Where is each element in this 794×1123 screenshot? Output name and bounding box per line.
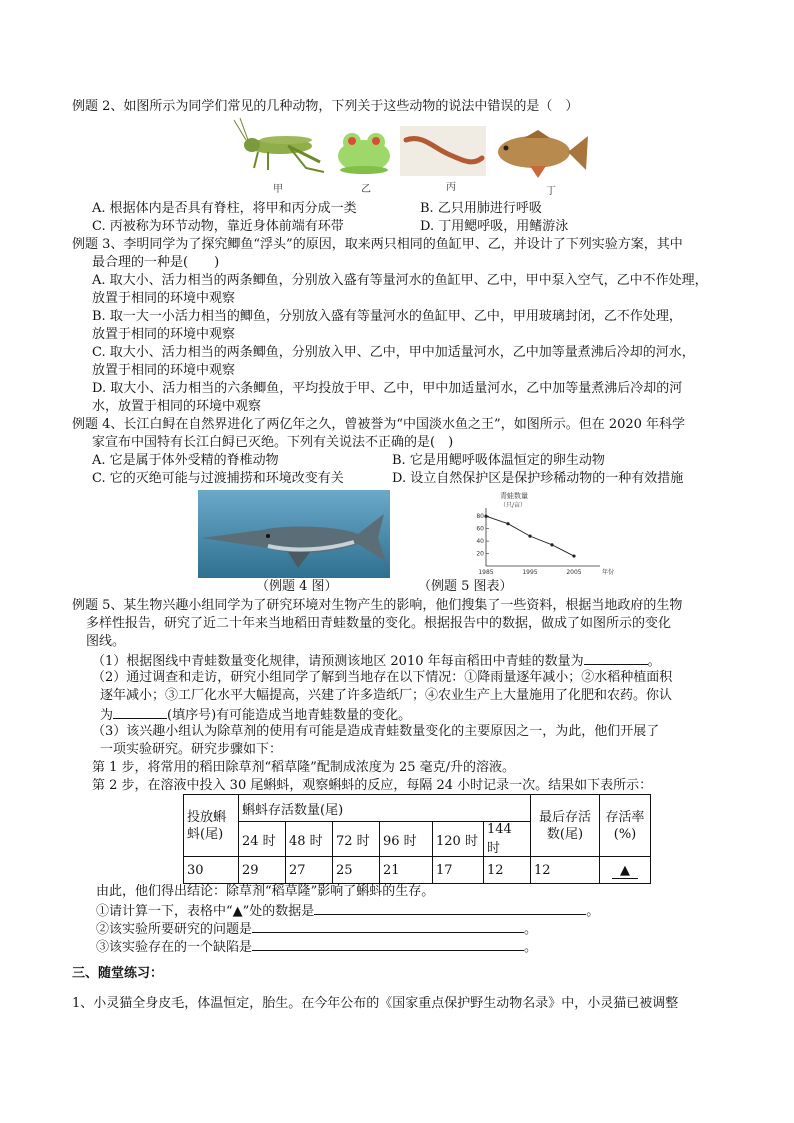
ex4-stem-1: 例题 4、长江白鲟在自然界进化了两亿年之久，曾被誉为“中国淡水鱼之王”，如图所示。但在 2020 年科学 bbox=[72, 417, 686, 432]
chart-ylabel: （只/亩） bbox=[500, 502, 527, 509]
ex4-option-a: A. 它是属于体外受精的脊椎动物 bbox=[92, 453, 279, 468]
col-survive-header: 蝌蚪存活数量(尾) bbox=[239, 795, 531, 822]
section-3-heading: 三、随堂练习： bbox=[72, 966, 164, 981]
ex5-q2-blank[interactable] bbox=[113, 705, 167, 719]
col-time-24: 24 时 bbox=[239, 822, 286, 857]
col-put-header-1: 投放蝌 bbox=[187, 809, 227, 825]
carp-image bbox=[490, 128, 590, 180]
ex5-q2-3 bbox=[100, 705, 411, 724]
ex5-sub-3-end: 。 bbox=[524, 940, 538, 955]
cell-last: 12 bbox=[531, 857, 600, 884]
tadpole-survival-table bbox=[183, 794, 651, 884]
ex5-q2-2: 逐年减小；③工厂化水平大幅提高，兴建了许多造纸厂；④农业生产上大量施用了化肥和农药。你认 bbox=[100, 688, 673, 703]
frog-count-chart bbox=[470, 488, 620, 580]
chart-y-tick-label: 40 bbox=[476, 538, 484, 546]
cell-144: 12 bbox=[484, 857, 531, 884]
cell-72: 25 bbox=[333, 857, 380, 884]
ex5-sub-3-text: ③该实验存在的一个缺陷是 bbox=[96, 940, 253, 955]
ex5-q1-end: 。 bbox=[647, 654, 661, 669]
label-yi: 乙 bbox=[361, 184, 371, 195]
ex2-stem: 例题 2、如图所示为同学们常见的几种动物，下列关于这些动物的说法中错误的是（ ） bbox=[72, 99, 579, 114]
ex3-option-c-2: 放置于相同的环境中观察 bbox=[92, 363, 236, 378]
table-header-row bbox=[184, 795, 651, 822]
ex4-figure-caption: （例题 4 图） bbox=[256, 579, 338, 594]
ex4-option-b: B. 它是用鳃呼吸体温恒定的卵生动物 bbox=[392, 453, 605, 468]
chart-title: 青蛙数量 bbox=[500, 492, 528, 500]
cell-put: 30 bbox=[184, 857, 239, 884]
ex5-q1-text: （1）根据图线中青蛙数量变化规律，请预测该地区 2010 年每亩稻田中青蛙的数量为 bbox=[92, 654, 584, 669]
chart-y-tick-label: 60 bbox=[476, 525, 484, 533]
ex5-q2-suffix: (填序号)有可能造成当地青蛙数量的变化。 bbox=[167, 708, 412, 723]
ex5-sub-2-blank[interactable] bbox=[252, 919, 524, 933]
ex5-sub-2-end: 。 bbox=[524, 922, 538, 937]
ex3-option-c-1: C. 取大小、活力相当的两条鲫鱼，分别放入甲、乙中，甲中加适量河水，乙中加等量煮沸后冷却的河水， bbox=[92, 345, 695, 360]
ex5-q1-blank[interactable] bbox=[584, 651, 648, 665]
ex5-conclusion: 由此，他们得出结论：除草剂“稻草隆”影响了蝌蚪的生存。 bbox=[96, 884, 435, 899]
ex5-sub-1-end: 。 bbox=[586, 904, 600, 919]
chart-point bbox=[572, 554, 575, 557]
ex4-stem-2: 家宣布中国特有长江白鲟已灭绝。下列有关说法不正确的是( ) bbox=[92, 435, 454, 450]
label-jia: 甲 bbox=[273, 184, 283, 195]
table-row bbox=[184, 857, 651, 884]
ex5-step-1: 第 1 步，将常用的稻田除草剂“稻草隆”配制成浓度为 25 毫克/升的溶液。 bbox=[92, 760, 516, 775]
chart-point bbox=[550, 543, 553, 546]
ex5-sub-2 bbox=[96, 919, 537, 938]
col-put-header bbox=[184, 795, 239, 857]
col-rate-header bbox=[600, 795, 651, 857]
practice-1: 1、小灵猫全身皮毛，体温恒定，胎生。在今年公布的《国家重点保护野生动物名录》中，小灵猫已被调整 bbox=[72, 996, 679, 1011]
ex4-option-d: D. 设立自然保护区是保护珍稀动物的一种有效措施 bbox=[392, 471, 684, 486]
ex5-sub-1-text: ①请计算一下，表格中“▲”处的数据是 bbox=[96, 904, 315, 919]
chart-point bbox=[506, 522, 509, 525]
ex5-q2-1: （2）通过调查和走访，研究小组同学了解到当地存在以下情况：①降雨量逐年减小；②水稻种植面积 bbox=[92, 670, 673, 685]
col-time-72: 72 时 bbox=[333, 822, 380, 857]
ex5-step-2: 第 2 步，在溶液中投入 30 尾蝌蚪，观察蝌蚪的反应，每隔 24 小时记录一次。结果如下表所示： bbox=[92, 778, 653, 793]
cell-48: 27 bbox=[286, 857, 333, 884]
chart-plot-area bbox=[476, 508, 614, 576]
chart-x-tick-label: 1995 bbox=[522, 569, 538, 576]
label-bing: 丙 bbox=[446, 182, 456, 193]
col-last-header-2: 数(尾) bbox=[546, 826, 584, 842]
cell-rate-blank[interactable] bbox=[600, 857, 651, 884]
cell-24: 29 bbox=[239, 857, 286, 884]
chart-x-label: 年份 bbox=[602, 569, 615, 576]
ex3-option-d-1: D. 取大小、活力相当的六条鲫鱼，平均投放于甲、乙中，甲中加适量河水，乙中加等量煮沸后冷却的河 bbox=[92, 381, 683, 396]
paddlefish-image bbox=[198, 490, 390, 578]
ex3-stem-1: 例题 3、李明同学为了探究鲫鱼“浮头”的原因，取来两只相同的鱼缸甲、乙，并设计了下列实验方案，其中 bbox=[72, 237, 683, 252]
grasshopper-image bbox=[228, 118, 328, 176]
ex5-stem-3: 图线。 bbox=[86, 634, 126, 649]
col-time-120: 120 时 bbox=[433, 822, 484, 857]
ex3-stem-2: 最合理的一种是( ) bbox=[92, 255, 220, 270]
earthworm-image bbox=[400, 126, 486, 176]
col-last-header bbox=[531, 795, 600, 857]
ex3-option-a-1: A. 取大小、活力相当的两条鲫鱼，分别放入盛有等量河水的鱼缸甲、乙中，甲中泵入空气，乙中不作处理， bbox=[92, 273, 708, 288]
label-ding: 丁 bbox=[546, 186, 556, 197]
ex2-option-a: A. 根据体内是否具有脊柱，将甲和丙分成一类 bbox=[92, 201, 357, 216]
chart-x-tick-label: 1985 bbox=[478, 569, 494, 576]
ex5-q1 bbox=[92, 651, 661, 670]
ex2-option-c: C. 丙被称为环节动物，靠近身体前端有环带 bbox=[92, 219, 344, 234]
col-time-144: 144 时 bbox=[484, 822, 531, 857]
ex5-q3-1: （3）该兴趣小组认为除草剂的使用有可能是造成青蛙数量变化的主要原因之一，为此，他们开展了 bbox=[92, 724, 660, 739]
ex5-q3-2: 一项实验研究。研究步骤如下： bbox=[100, 742, 283, 757]
frog-image bbox=[332, 126, 396, 176]
cell-120: 17 bbox=[433, 857, 484, 884]
ex5-sub-3 bbox=[96, 937, 537, 956]
ex3-option-b-1: B. 取一大一小活力相当的鲫鱼，分别放入盛有等量河水的鱼缸甲、乙中，甲用玻璃封闭，乙不作处理， bbox=[92, 309, 682, 324]
ex3-option-b-2: 放置于相同的环境中观察 bbox=[92, 327, 236, 342]
col-last-header-1: 最后存活 bbox=[538, 809, 591, 825]
ex5-q2-prefix: 为 bbox=[100, 708, 114, 723]
col-put-header-2: 蚪(尾) bbox=[187, 826, 224, 842]
ex5-sub-1-blank[interactable] bbox=[314, 901, 586, 915]
ex3-option-a-2: 放置于相同的环境中观察 bbox=[92, 291, 236, 306]
ex2-option-d: D. 丁用鳃呼吸，用鳍游泳 bbox=[420, 219, 569, 234]
chart-point bbox=[528, 535, 531, 538]
ex5-sub-2-text: ②该实验所要研究的问题是 bbox=[96, 922, 253, 937]
col-rate-header-1: 存活率 bbox=[605, 809, 645, 825]
chart-point bbox=[484, 515, 487, 518]
ex5-stem-2: 多样性报告，研究了近二十年来当地稻田青蛙数量的变化。根据报告中的数据，做成了如图所示的变化 bbox=[86, 616, 672, 631]
ex2-option-b: B. 乙只用肺进行呼吸 bbox=[420, 201, 542, 216]
ex5-sub-1 bbox=[96, 901, 599, 920]
chart-y-tick-label: 20 bbox=[476, 550, 484, 558]
triangle-marker: ▲ bbox=[612, 863, 638, 879]
ex5-figure-caption: （例题 5 图表） bbox=[418, 579, 513, 594]
cell-96: 21 bbox=[380, 857, 433, 884]
ex5-stem-1: 例题 5、某生物兴趣小组同学为了研究环境对生物产生的影响，他们搜集了一些资料，根据当地政府的生物 bbox=[72, 598, 683, 613]
col-rate-header-2: (%) bbox=[613, 826, 637, 842]
ex5-sub-3-blank[interactable] bbox=[252, 937, 524, 951]
col-time-48: 48 时 bbox=[286, 822, 333, 857]
chart-y-tick-label: 80 bbox=[476, 513, 484, 521]
col-time-96: 96 时 bbox=[380, 822, 433, 857]
ex3-option-d-2: 水，放置于相同的环境中观察 bbox=[92, 399, 262, 414]
ex4-option-c: C. 它的灭绝可能与过渡捕捞和环境改变有关 bbox=[92, 471, 344, 486]
chart-x-tick-label: 2005 bbox=[566, 569, 582, 576]
